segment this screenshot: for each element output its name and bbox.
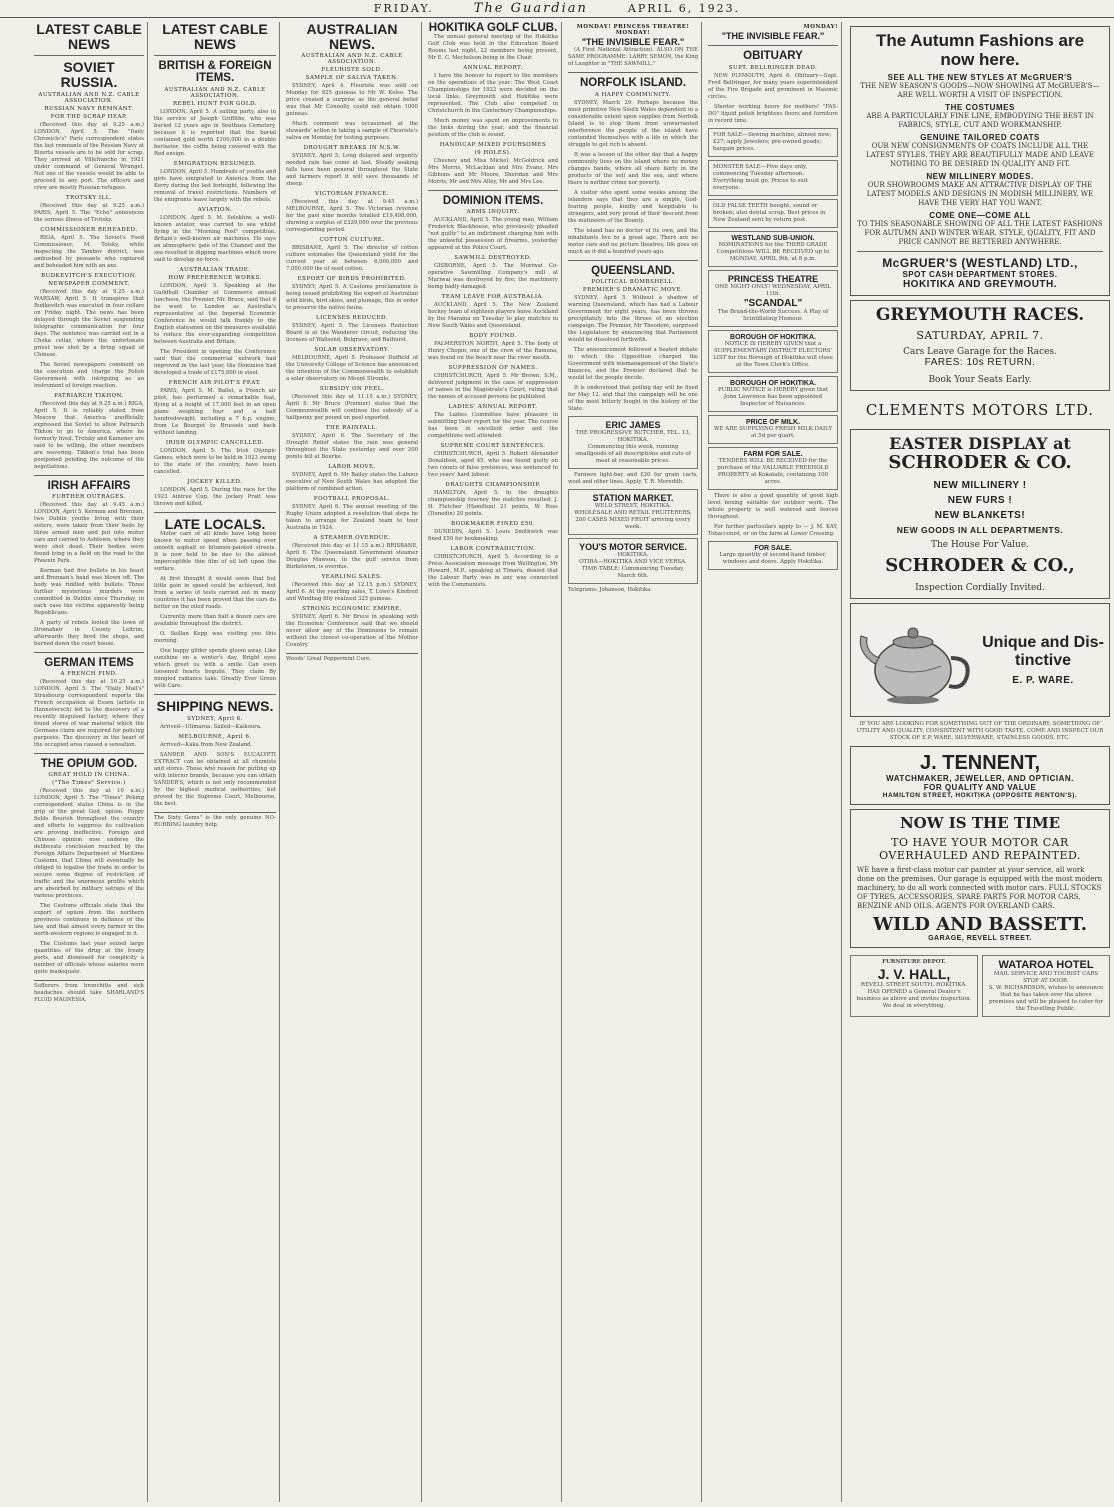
article-text: The Ladies Committee have pleasure in submitting their report for the year. The course has been in excellent order and the competitions well attended. — [428, 412, 558, 440]
article-text: The annual general meeting of the Hokitika Golf Club was held in the Education Board Rooms last night, 22 members being present, Mr E. C. Mechelson being in the Chair. — [428, 34, 558, 62]
headline: NORFOLK ISLAND. — [579, 77, 687, 90]
motor-service-ad: YOU'S MOTOR SERVICE. HOKITIKA. OTIRA—HOKITIKA AND VICE VERSA. TIME-TABLE: Commencing Tuesday, March 6th. — [568, 538, 698, 584]
ad-name: J. V. HALL, — [877, 965, 951, 982]
article-text: LONDON, April 5. Hundreds of youths and girls have emigrated to America from the Kerry during the last fortnight, following the removal of travel restrictions. Numbers of the emigrants leave largely with the rebels. — [154, 168, 276, 203]
borough-notice: BOROUGH OF HOKITIKA. NOTICE IS HEREBY GIVEN that a SUPPLEMENTARY DISTRICT ELECTORS' LIST for the Borough of Hokitika will close at the Town Clerk's Office. — [708, 330, 838, 373]
ad-title: FOR SALE. — [754, 544, 792, 552]
film-title: "THE INVISIBLE FEAR." — [721, 31, 825, 41]
subhead: LABOR MOVE. — [328, 464, 376, 471]
ad-section: FURNITURE DEPOT. — [882, 958, 946, 965]
subhead: DROUGHT BREAKS IN N.S.W. — [303, 145, 401, 152]
article-text: LONDON, April 5. A sailing party, also in the service of Joseph Griffiths, who was buried 12 years ago in Southsea Cemetery, because it is reported that the burial contained gold worth £100,000 in a double herlaster, the coffin being covered with the Red ensign. — [154, 108, 276, 157]
footer-ad: Woods' Great Peppermint Cure. — [286, 653, 418, 663]
headline: AUSTRALIAN NEWS. — [306, 22, 398, 52]
column-6 — [704, 22, 842, 1502]
ad-title: FARM FOR SALE. — [743, 450, 803, 458]
ad-line: The House For Value. — [930, 540, 1030, 551]
article-text: SYDNEY, April 6. Mr Bailey states the Labour executive of New South Wales has adopted the platform of combined action. — [286, 472, 418, 493]
column-5 — [564, 22, 702, 1502]
greymouth-races-ad — [850, 300, 1110, 391]
ad-address: REVELL STREET SOUTH, HOKITIKA. — [860, 981, 968, 988]
classified: OLD FALSE TEETH bought, sound or broken; also dental scrap. Best prices in New Zealand sent by return post. — [708, 199, 838, 228]
ad-title: tinctive — [1014, 651, 1071, 669]
article-text: RIGA, April 5. The Soviet's Food Commissioner, M. Tolsky, while inspecting the Tambov district, was ambushed by peasants who captured and beheaded him with an axe. — [34, 234, 144, 269]
wataroa-hotel-ad: WATAROA HOTEL MAIL SERVICE AND TOURIST CARS STOP AT DOOR. S. W. RICHARDSON, wishes to announce that he has taken over the above premises and will be pleased to cater for the Travelling Public. — [982, 955, 1110, 1017]
subhead: SUPT. BELLRINGER DEAD. — [728, 64, 818, 71]
ad-title: NOW IS THE TIME — [899, 814, 1061, 833]
ad-name: WILD AND BASSETT. — [872, 913, 1088, 935]
milk-notice: PRICE OF MILK. WE ARE SUPPLYING FRESH MILK DAILY at 5d per quart. — [708, 415, 838, 444]
ad-line: Book Your Seats Early. — [928, 375, 1032, 386]
article-text: (Received this day at 9.45 a.m.) MELBOURNE, April 5. The Victorian revenue for the past nine months totalled £19,498,000, showing a surplus of £329,000 over the previous corresponding period. — [286, 199, 418, 234]
article-text: BRISBANE, April 5. The director of cotton culture estimates the Queensland yield for the current year at between 6,000,000 and 7,000,000 lbs of seed cotton. — [286, 245, 418, 273]
ad-subtitle: TO HAVE YOUR MOTOR CAR — [891, 835, 1069, 849]
article-text: PALMERSTON NORTH, April 5. The body of Henry Chopin, one of the crew of the Ramona, was found on the beach near the river mouth. — [428, 341, 558, 362]
subhead: POLITICAL BOMBSHELL. — [591, 278, 675, 285]
article-text: (Received this day at 9.25 a.m.) WARSAW, April 5. It transpires that Budkevitch was executed in four cellars on Friday night. The news has been delayed through the Soviet suspending telegraphic communication for four days. The sentence was carried out in a Cheka cellar, where the unfortunate priest was shot by a firing squad of Chinese. The Soviet newspapers comment on the execution and charge the Polish Government with intriguing as an instrument of foreign reaction. — [34, 288, 144, 389]
ad-section: GENUINE TAILORED COATS — [920, 133, 1040, 143]
ad-title: YOU'S MOTOR SERVICE. — [579, 541, 687, 552]
article-text: (Received this day at 9.25 a.m.) PARIS, April 5. The "Echo" announces the serious illness of Trotsky. — [34, 202, 144, 223]
ad-name: SCHRODER & CO. — [888, 451, 1072, 473]
subhead: BUDKEVITCH'S EXECUTION. — [41, 272, 137, 279]
tennent-ad — [850, 746, 1110, 805]
article-text: CHRISTCHURCH, April 5. Robert Alexander Donaldson, aged 45, who was found guilty on two counts of false pretences, was sentenced to two years' hard labour. — [428, 451, 558, 479]
ad-title: WESTLAND SUB-UNION. — [731, 234, 815, 242]
subhead: AUSTRALIAN AND N.Z. CABLE ASSOCIATION. — [38, 91, 140, 104]
headline: LATEST CABLE NEWS — [162, 22, 268, 52]
ad-title: The Autumn Fashions are — [875, 31, 1085, 50]
subhead: PREMIER'S DRAMATIC MOVE. — [582, 286, 684, 293]
ad-name: SCHRODER & CO., — [885, 555, 1075, 577]
ad-line: WELD STREET, HOKITIKA. — [594, 502, 672, 509]
article-text: HAMILTON, April 5. In the draughts championship tourney the matches resulted: J. H. Fletcher (Hamilton) 21 points, W. Ross (Dunedin) 20 points. — [428, 490, 558, 518]
headline: GERMAN ITEMS — [44, 656, 134, 669]
subhead: A STEAMER OVERDUE. — [313, 535, 391, 542]
subhead: PATRIARCH TIKHON. — [54, 392, 124, 399]
headline: DOMINION ITEMS. — [442, 195, 544, 208]
ad-tagline: SPOT CASH DEPARTMENT STORES. — [902, 270, 1058, 280]
ad-line: ONE NIGHT ONLY! WEDNESDAY, APRIL 11th. — [715, 283, 831, 297]
article-text: (A First National Attraction). ALSO ON THE SAME PROGRAMME: LARRY SEMON, the King of Laughter in "THE SAWMILL." — [568, 47, 698, 68]
ad-date: SATURDAY, APRIL 7. — [916, 329, 1044, 343]
article-text: (Received this day at 12.15 p.m.) SYDNEY, April 6. At the yearling sales, T. Lowe's Kindred and Windbag filly realised 325 guineas. — [286, 582, 418, 603]
subhead: SUPREME COURT SENTENCES. — [440, 443, 546, 450]
article-text: SYDNEY, April 6. The Secretary of the Drought Relief states the rain was general throughout the State yesterday and over 200 points fell at Bourke. — [286, 433, 418, 461]
subhead: SUBSIDY ON PEEL. — [319, 386, 385, 393]
masthead-paper: The Guardian — [473, 1, 588, 16]
article-text: CHRISTCHURCH, April 5. According to a Press Association message from Wellington, Mr Howard, M.P., speaking at Timaru, denied that the Labour Party was in any way connected with the Communists. — [428, 554, 558, 589]
subhead: FURTHER OUTRAGES. — [51, 493, 127, 500]
ad-item: NEW BLANKETS! — [934, 510, 1026, 522]
footer-ad: Sufferers from bronchitis and sick headaches should take SHARLAND'S FLUID MAGNESIA. — [34, 980, 144, 1004]
ad-title: now here. — [940, 49, 1020, 69]
ad-subtitle: WATCHMAKER, JEWELLER, AND OPTICIAN. — [886, 774, 1074, 784]
ad-address: GARAGE, REVELL STREET. — [928, 934, 1032, 942]
subhead: SOLAR OBSERVATORY. — [314, 347, 390, 354]
article-text: AUCKLAND, April 5. The young man, William Frederick Blackhouse, who previously pleaded "not guilty" to an indictment charging him with the unlawful possession of firearms, yesterday appeared at the Police Court. — [428, 217, 558, 252]
westland-sub-union-ad: WESTLAND SUB-UNION. NOMINATIONS for the THIRD GRADE Competitions WILL BE RECEIVED up to MONDAY, APRIL 9th, at 8 p.m. — [708, 231, 838, 267]
subhead: EXPORT OF BIRDS PROHIBITED. — [297, 276, 407, 283]
article-text: IF YOU ARE LOOKING FOR SOMETHING OUT OF THE ORDINARY, SOMETHING OF UTILITY AND QUALITY, CONSISTENT WITH GOOD TASTE, COME AND INSPECT OUR STOCK OF E.P. WARE, SILVERWARE, STAINLESS GOODS, ETC. — [856, 721, 1104, 742]
subhead: COTTON CULTURE. — [319, 237, 385, 244]
ad-line: Cars Leave Garage for the Races. — [903, 347, 1057, 358]
subhead: FLEURISTE SOLD. — [321, 67, 383, 74]
article-text: Farmers light-bay and £20 for grain carts, wool and other lines. Apply, T. R. Meredith. — [568, 471, 698, 485]
column-2 — [150, 22, 280, 1502]
ad-title: STATION MARKET. — [592, 492, 674, 503]
ad-section: COME ONE—COME ALL — [929, 211, 1031, 221]
classified: MONSTER SALE—Five days only, commencing Tuesday afternoon. Everything must go. Prices to suit everyone. — [708, 160, 838, 196]
ware-ad — [850, 603, 1110, 717]
ad-title: BOROUGH OF HOKITIKA. — [730, 333, 816, 341]
article-text: There is also a good quantity of good high level boxing suitable for outdoor work. The whole property is well watered and fenced throughout. For further particulars apply to — J. M. KAY, Tobacconist, or on the farm at Lower Crossing. — [708, 492, 838, 537]
footer-ad: Telegrams: Johanson, Hokitika. — [568, 586, 652, 593]
ad-title: J. TENNENT, — [919, 752, 1041, 775]
article-text: (Received this day at 9.25 a.m.) RIGA, April 5. It is reliably stated from Moscow that America unofficially expressed the Soviet to allow Patriarch Tikhon to go to America, where he formerly lived. Trotsky and Kamenev are said to be willing, the other members are wavering. Tikhon's trial has been postponed pending the outcome of the negotiations. — [34, 400, 144, 470]
article-text: NEW PLYMOUTH, April 6. Obituary—Supt. Fred Bellringer, for many years superintendent of the Fire Brigade and prominent in Masonic circles. Shorter working hours for mothers! "FAS-DO" liquid polish brightens floors and furniture in record time. — [708, 72, 838, 124]
ad-title: PRICE OF MILK. — [745, 418, 801, 426]
ad-title: BOROUGH OF HOKITIKA. — [730, 379, 816, 387]
ad-fares: FARES: 10s RETURN. — [924, 357, 1036, 369]
article-text: (Received this day at 10 a.m.) LONDON, April 5. The "Times" Peking correspondent states China is in the grip of the great God, opium. Poppy fields flourish throughout the country and efforts to suppress its cultivation are proving ineffective. Foreign and Chinese opinion now endorse the deliberate conclusion reached by the Foreign Affairs Department of Maritime Customs, that China will eventually be obliged to legalise the trade in order to secure some degree of restriction of traffic and the enormous profits which are absorbed by military satraps of the various provinces. The Customs officials state that the export of opium from the northern provinces continues in defiance of the law, and that almost every farmer in the north-western regions is engaged in it. The Customs last year seized large quantities of the drug at the treaty ports, and dismissed for complicity a number of officials whose salaries were quite inadequate. — [34, 787, 144, 975]
market-ad: STATION MARKET. WELD STREET, HOKITIKA. WHOLESALE AND RETAIL FRUITERERS. 200 CASES MIXED FRUIT arriving every week. — [568, 489, 698, 535]
subhead: REBEL HUNT FOR GOLD. — [172, 100, 257, 107]
column-7 — [846, 22, 1114, 1502]
teapot-icon — [855, 614, 975, 706]
article-text: SYDNEY, April 6. Mr Bruce in speaking with the Economic Conference said that we should never allow any of the Dominions to remain without the closest co-operation of the Mother Country. — [286, 614, 418, 649]
subhead: FOR THE SCRAP HEAP. — [50, 113, 128, 120]
footer-ad: The Sixty Gems" is the only genuine NO-RUBBING laundry help. — [154, 812, 276, 829]
ad-title: CLEMENTS MOTORS LTD. — [865, 401, 1095, 420]
article-text: LONDON, April 5. Speaking at the Guildhall Chamber of Commerce annual luncheon, the Premier, Mr. Bruce, said that if he went to London as Australia's representative at the Imperial Economic Conference he would talk frankly to the English statesmen on the measures available to reduce the ever-expanding competition between Australia and Britain. The President in opening the Conference said that the commercial network had improved in the last year, the Dominion had developed a trade of £175,000 in steel. — [154, 282, 276, 376]
subhead: SAWMILL DESTROYED. — [454, 255, 532, 262]
subhead: MELBOURNE, April 6. — [178, 733, 252, 740]
column-4 — [424, 22, 562, 1502]
ad-title: ERIC JAMES — [605, 419, 661, 430]
subhead: BOOKMAKER FINED £50. — [450, 521, 536, 528]
schroder-ad — [850, 429, 1110, 599]
article-text: (Received this day at 9.45 a.m.) LONDON, April 5. Kerman and Brennan, two Dublin youths living with their sisters, were taken from their beds by three armed men and put into motor cars and carried to Ashtown, where they were shot dead. Their bodies were found lying in a field on the road to the Phoenix Park. Kerman had five bullets in his heart and Brennan's head was blown off. The body was riddled with bullets. Three further mysterious murders were committed in Dublin since Thursday, in each case the victims apparently being Republicans. A party of rebels looted the town of Dromahair in County Leitrim, afterwards they fired the shops, and burned down the court house. — [34, 501, 144, 647]
ad-title: EASTER DISPLAY at — [889, 434, 1071, 454]
princess-theatre-ad: PRINCESS THEATRE ONE NIGHT ONLY! WEDNESDAY, APRIL 11th. "SCANDAL" The Brand-the-World Success. A Play of Scintillating Humour. — [708, 270, 838, 327]
subhead: COMMISSIONER BEHEADED. — [40, 226, 138, 233]
ad-line: THE PROGRESSIVE BUTCHER, TEL. 13, HOKITIKA. — [575, 429, 691, 443]
ad-name: McGRUER'S (WESTLAND) LTD., — [882, 256, 1078, 271]
article-text: SYDNEY, April 5. Long delayed and urgently needed rain has come at last. Steady soaking falls have been general throughout the State and farmers report it will save thousands of sheep. — [286, 153, 418, 188]
ad-section: THE COSTUMES — [945, 103, 1015, 113]
ad-section: NEW MILLINERY MODES. — [926, 172, 1034, 182]
subhead: GREAT HOLD IN CHINA. — [48, 771, 130, 778]
subhead: HANDICAP MIXED FOURSOMES — [439, 142, 547, 149]
mcgruers-ad: The Autumn Fashions are now here. SEE ALL THE NEW STYLES AT McGRUER'S THE NEW SEASON'S GOODS—NOW SHOWING AT McGRUER'S—ARE WELL WORTH A VISIT OF INSPECTION. THE COSTUMES ARE A PARTICULARLY FINE LINE, EMBODYING THE BEST IN FABRICS, STYLE, CUT AND WORKMANSHIP. GENUINE TAILORED COATS OUR NEW CONSIGNMENTS OF COATS INCLUDE ALL THE LATEST STYLES. THEY ARE BEAUTIFULLY MADE AND LEAVE NOTHING TO BE DESIRED IN QUALITY AND FIT. NEW MILLINERY MODES. OUR SHOWROOMS MAKE AN ATTRACTIVE DISPLAY OF THE LATEST MODELS AND DESIGNS IN MODISH MILLINERY. WE HAVE THE VERY HAT YOU WANT. COME ONE—COME ALL TO THIS SEASONABLE SHOWING OF ALL THE LATEST FASHIONS FOR AUTUMN AND WINTER WEAR. STYLE, QUALITY, FIT AND PRICE CANNOT BE BETTERED ANYWHERE. McGRUER'S (WESTLAND) LTD., SPOT CASH DEPARTMENT STORES. HOKITIKA AND GREYMOUTH. — [850, 26, 1110, 296]
subhead: TROTSKY ILL. — [65, 194, 113, 201]
wild-bassett-ad: NOW IS THE TIME TO HAVE YOUR MOTOR CAR OVERHAULED AND REPAINTED. WE have a first-class motor car painter at your service, all work done on the premises. Our garage is equipped with the most modern machinery, to do all work connected with motor cars. FULL STOCKS OF TYRES, ACCESSORIES, SPARE PARTS FOR MOTOR CARS, BENZINE AND OILS. AGENTS FOR OVERLAND CARS. WILD AND BASSETT. GARAGE, REVELL STREET. — [850, 809, 1110, 947]
butcher-ad: ERIC JAMES THE PROGRESSIVE BUTCHER, TEL. 13, HOKITIKA. Commencing this week, running smallgoods of all descriptions and cuts of meat at reasonable prices. — [568, 416, 698, 469]
ad-name: E. P. WARE. — [1012, 675, 1074, 687]
ad-line: MAIL SERVICE AND TOURIST CARS STOP AT DOOR. — [993, 970, 1099, 984]
headline: BRITISH & FOREIGN ITEMS. — [158, 60, 272, 85]
subhead: BODY FOUND. — [469, 333, 517, 340]
subhead: ("The Times" Service.) — [52, 779, 126, 786]
film-title: "SCANDAL" — [743, 297, 803, 309]
subhead: SUPPRESSION OF NAMES. — [448, 365, 538, 372]
bottom-ads — [850, 952, 1110, 1020]
article-text: LONDON, April 5. The Irish Olympic Games, which were to be held in 1923 owing to the state of the country, have been cancelled. — [154, 447, 276, 475]
masthead-date: APRIL 6, 1923. — [627, 2, 741, 15]
clements-motors-ad — [850, 395, 1110, 425]
headline: LATEST CABLE NEWS — [36, 22, 142, 52]
article-text: (Received this day at 10.25 a.m.) LONDON, April 5. The "Daily Mail's" Strasbourg correspondent reports the French occupation at Essen (artists in Hannoversch) led to the discovery of a recently disguised factory, where they found stores of war material which the Germans claim are required for policing purposes. The discovery in the heart of the occupied area caused a sensation. — [34, 678, 144, 748]
ad-address: HAMILTON STREET, HOKITIKA (OPPOSITE RENTON'S). — [882, 792, 1078, 800]
article-text: (Received this day at 11.15 a.m.) SYDNEY, April 6. Mr Bruce (Premier) states that the Commonwealth will continue the subsidy of a halfpenny per pound on peel exported. — [286, 394, 418, 422]
ad-item: NEW GOODS IN ALL DEPARTMENTS. — [896, 525, 1064, 536]
article-text: AUCKLAND, April 5. The New Zealand hockey team of eighteen players leave Auckland by the Marama on Tuesday to play matches in New South Wales and Queensland. — [428, 302, 558, 330]
column-1 — [30, 22, 148, 1502]
subhead: JOCKEY KILLED. — [187, 478, 243, 485]
subhead: SAMPLE OF SALIVA TAKEN. — [305, 75, 399, 82]
column-3 — [282, 22, 422, 1502]
subhead: A HAPPY COMMUNITY. — [594, 91, 672, 98]
article-text: Arrived—Kaka from New Zealand. SANDER AND SON'S EUCALYPTI EXTRACT can be obtained at all chemists and stores. Those who reason for putting up with inferior brands, because you can obtain SANDER'S, which is not only recommended by the highest medical authorities, but proved by the Supreme Court, Melbourne, the best. — [154, 741, 276, 807]
subhead: AUSTRALIAN AND N.Z. CABLE ASSOCIATION. — [301, 53, 403, 66]
ad-name: WATAROA HOTEL — [998, 958, 1094, 971]
headline: OBITUARY — [743, 50, 803, 63]
subhead: (9 HOLES). — [474, 150, 512, 157]
film-title: "THE INVISIBLE FEAR." — [581, 37, 685, 47]
ad-subtitle: OVERHAULED AND REPAINTED. — [879, 848, 1081, 862]
article-text: MELBOURNE, April 5. Professor Duffield of the University College of Science has announced the intention of the Commonwealth to establish a solar observatory on Mount Stromlo. — [286, 355, 418, 383]
ad-location: HOKITIKA AND GREYMOUTH. — [902, 279, 1058, 291]
article-text: SYDNEY, April 5. A Customs proclamation is being issued prohibiting the export of Australian wild birds, bird skins, and plumage, this in order to preserve the native fauna. — [286, 284, 418, 312]
ad-title: PRINCESS THEATRE — [727, 273, 819, 284]
article-text: PARIS, April 5. M. Ballet, a French air pilot, has performed a remarkable feat, flying at a height of 17,000 feet in an open plane weighing four and a half hundredweight, including a 7 h.p. engine, from Le Bourget to Brussels and back without landing. — [154, 387, 276, 436]
article-text: GISBORNE, April 5. The Muriwai Co-operative Sawmilling Company's mill at Muriwai was destroyed by fire; the machinery being badly damaged. — [428, 263, 558, 291]
headline: QUEENSLAND. — [591, 264, 675, 277]
subhead: DRAUGHTS CHAMPIONSHIP. — [445, 482, 541, 489]
subhead: TEAM LEAVE FOR AUSTRALIA. — [441, 294, 545, 301]
subhead: AUSTRALIAN AND N.Z. CABLE ASSOCIATION. — [164, 86, 266, 99]
subhead: A FRENCH FIND. — [60, 670, 118, 677]
theatre-header: MONDAY! PRINCESS THEATRE! MONDAY! — [576, 24, 690, 36]
article-text: SYDNEY, April 4. Fleuriste was sold on Monday for 925 guineas to Mr W. Kelso. The price created a surprise as the general belief was that Mr Connolly could not obtain 1000 guineas. Much comment was occasioned at the stewards' action in taking a sample of Fleuriste's saliva on Monday for testing purposes. — [286, 83, 418, 142]
subhead: ANNUAL REPORT. — [463, 65, 523, 72]
theatre-header: MONDAY! — [803, 24, 838, 30]
article-text: I have the honour to report to the members on the operations of the year: The West Coast Championships for 1922 were decided on the local links. Greymouth and Hokitika were represented. The Club also competed in Christchurch in the Canterbury Championships. Much money was spent on improvements to the links during the year, and the financial position of the club is sound. — [428, 73, 558, 139]
article-text: SYDNEY, April 6. The annual meeting of the Rugby Union adopted a resolution that steps be taken to arrange for Zealand team to tour Australia in 1924. — [286, 504, 418, 532]
headline: IRISH AFFAIRS — [47, 479, 131, 492]
subhead: VICTORIAN FINANCE. — [315, 191, 389, 198]
hall-ad: FURNITURE DEPOT. J. V. HALL, REVELL STREET SOUTH, HOKITIKA. HAS OPENED a General Dealer's business as above and invites inspection. We deal in everything. — [850, 955, 978, 1017]
subhead: ARMS INQUIRY. — [466, 209, 520, 216]
subhead: LADIES' ANNUAL REPORT. — [448, 404, 538, 411]
ad-line: HOKITIKA. — [617, 551, 649, 558]
article-text: SYDNEY, April 5. The Licenses Reduction Board is at the Wanderer circuit, reducing the licenses of Wallsend, Belgrave, and Bathurst. — [286, 323, 418, 344]
ad-line: Inspection Cordially Invited. — [915, 583, 1045, 594]
subhead: AVIATION. — [197, 206, 233, 213]
article-text: CHRISTCHURCH, April 5. Mr Brown, S.M., delivered judgment in the case of suppression of names in the Magistrate's Court, ruling that the names of accused persons be published. — [428, 373, 558, 401]
article-text: SYDNEY, April 5. Without a shadow of warning Queensland, which has had a Labour Government for eight years, has been thrown precipitately into the throes of an election campaign. The Premier, Mr Theodore, surprised the Legislature by announcing that Parliament would be dissolved forthwith. The announcement followed a heated debate in which the Opposition charged the Government with mismanagement of the State's finances, and the Premier declared that he would let the people decide. It is understood that polling day will be fixed for May 12, and that the campaign will be one of the most bitterly fought in the history of the State. — [568, 294, 698, 412]
masthead-day: FRIDAY. — [373, 2, 434, 15]
subhead: YEARLING SALES. — [321, 574, 383, 581]
subhead: SYDNEY, April 6. — [187, 715, 243, 722]
ad-subtitle: SEE ALL THE NEW STYLES AT McGRUER'S — [887, 73, 1073, 83]
subhead: EMIGRATION RESUMED. — [173, 160, 257, 167]
article-text: Motor cars of all kinds have long been known to motor speed when passing over smooth asphalt or bitumen-painted streets. It is now held to be due to the almost imperceptible thin film of oil left upon the surface. At first thought it would seem that but little gain in speed could be achieved, but from a series of tests carried out in many countries it has been proved that the cars do better on the oiled roads. Currently more than half a dozen cars are available throughout the district. O. Seillan Kopp was visiting you this morning. One happy gilder spends gloom away. Like sunshine on a winter's day. Bright eyes which greet us with a smile. Can even loosened hearts beguile. They claim By mingled radiance take. Greatly Ever Green with Care. — [154, 531, 276, 690]
ad-tagline: FOR QUALITY AND VALUE — [923, 783, 1037, 793]
ad-item: NEW FURS ! — [947, 495, 1013, 507]
subhead: LABOR CONTRADICTION. — [450, 546, 536, 553]
subhead: FRENCH AIR PILOT'S FEAT. — [168, 379, 262, 386]
ad-title: Unique and Dis- — [982, 634, 1104, 652]
article-text: SYDNEY, March 29. Perhaps because the most primitive New South Wales dependent in a considerable extent upon supplies from Norfolk Island is to stop them from unwarranted interference the people of the island have contended themselves with a life in which the struggle to get rich is absent. It was a lesson of the other day that a happy community lives on the island where no money changes hands, where all share fairly in the products of the soil and the sea, and where there is neither crime nor poverty. A visitor who spent some weeks among the islanders says that they are a simple, God-fearing people, kindly and hospitable to strangers, and very proud of their descent from the mutineers of the Bounty. The island has no doctor of its own, and the inhabitants live to a great age. There are no motor cars and no picture theatres; life goes on much as it did a hundred years ago. — [568, 99, 698, 255]
subhead: FOOTBALL PROPOSAL. — [313, 496, 391, 503]
subhead: IRISH OLYMPIC CANCELLED. — [165, 439, 265, 446]
farm-notice: FARM FOR SALE. TENDERS WILL BE RECEIVED for the purchase of the VALUABLE FREEHOLD PROPERTY at Kokatahi, containing 100 acres. — [708, 447, 838, 490]
for-sale-notice: FOR SALE. Large quantity of second-hand timber, windows and doors. Apply Hokitika. — [708, 541, 838, 570]
subhead: STRONG ECONOMIC EMPIRE. — [302, 606, 402, 613]
subhead: LICENSES REDUCED. — [315, 315, 389, 322]
subhead: THE RAINFALL. — [325, 425, 379, 432]
subhead: NEWSPAPER COMMENT. — [48, 280, 130, 287]
headline: THE OPIUM GOD. — [40, 757, 138, 770]
article-text: (Received this day at 9.25 a.m.) LONDON, April 5. The "Daily Chronicle's" Paris correspondent states the last remnants of the Russian Navy at Bizerta vessels are to be sold for scrap. They arrived at Villefranche in 1921 under command of General Wrangel. Not one of the vessels would be able to proceed to any port. The officers and crew are mostly Russian refugees. — [34, 121, 144, 191]
article-text: LONDON, April 5. M. Selekhiw, a well-known aviator, was carried to sea whilst flying in the "Morning Post" competition. Britain's well-known air machines. He says an atmospheric gale of the Channel and the sea resulted in dipping machines which were said to develop no force. — [154, 214, 276, 263]
article-text: (Received this day at 11.15 a.m.) BRISBANE, April 6. The Queensland Government steamer Douglas Mawson, in the gulf service from Burketown, is overdue. — [286, 543, 418, 571]
masthead — [0, 0, 1114, 18]
article-text: Arrived—Ulimaroa. Sailed—Kaikoura. — [160, 723, 262, 730]
headline: SOVIET RUSSIA. — [60, 59, 118, 91]
article-text: LONDON, April 5. During the race for the 1923 Aintree Cup, the jockey Pratt was thrown and killed. — [154, 486, 276, 507]
classified: FOR SALE—Sewing machine, almost new; £27; apply Jewelers; pre-owned goods; bargain prices. — [708, 128, 838, 157]
headline: SHIPPING NEWS. — [156, 698, 274, 715]
ad-item: NEW MILLINERY ! — [933, 480, 1027, 492]
headline: HOKITIKA GOLF CLUB. — [428, 22, 558, 34]
ad-title: GREYMOUTH RACES. — [875, 305, 1085, 326]
headline: LATE LOCALS. — [164, 515, 266, 532]
subhead: RUSSIAN NAVY REMNANT. — [44, 105, 134, 112]
subhead: AUSTRALIAN TRADE. — [179, 266, 251, 273]
article-text: DUNEDIN, April 5. Louis Smithwick was fined £50 for bookmaking. — [428, 529, 558, 543]
borough-notice: BOROUGH OF HOKITIKA. PUBLIC NOTICE is HEREBY given that John Lawrence has been appointed Inspector of Nuisances. — [708, 376, 838, 412]
subhead: HOW PREFERENCE WORKS. — [168, 274, 262, 281]
article-text: Chesney and Miss Mickel, McGoldrick and Mrs Morris, McLachlan and Mrs Evans, Mrs Gibbons and Mr Moore, Sheridan and Mrs Morris, Mr and Mrs Alley, Mr and Mrs Lee. — [428, 158, 558, 186]
